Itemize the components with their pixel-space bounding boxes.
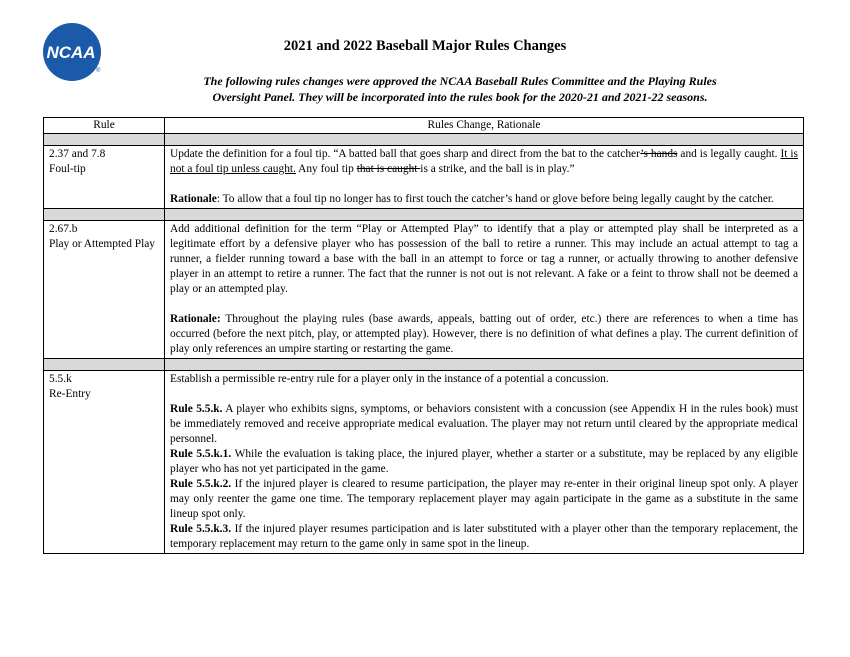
change-text: Establish a permissible re-entry rule for a player only in the instance of a potential a concussion. — [170, 373, 609, 385]
rule-item-label: Rule 5.5.k.1. — [170, 448, 232, 460]
table-row — [44, 221, 804, 359]
header-rule: Rule — [44, 118, 165, 134]
rule-cell — [44, 221, 165, 359]
rule-cell — [44, 371, 165, 554]
rule-item: Rule 5.5.k. A player who exhibits signs, symptoms, or behaviors consistent with a concussion (see Appendix H in the rules book) must be immediately removed and receive appropriate medical evaluation. The player may not return until cleared by the appropriate medical personnel. — [170, 403, 798, 445]
rationale-text: Rationale: To allow that a foul tip no longer has to first touch the catcher’s hand or glove before being legally caught by the catcher. — [170, 193, 774, 205]
table-row — [44, 371, 804, 554]
struck-text: that is caught — [356, 163, 421, 175]
table-header-row — [44, 118, 804, 134]
change-cell — [165, 146, 804, 209]
underlined-text: It is not a foul tip unless caught. — [170, 148, 798, 175]
rules-table — [43, 117, 804, 554]
rationale-label: Rationale — [170, 193, 217, 205]
rule-item-label: Rule 5.5.k.2. — [170, 478, 232, 490]
rule-item: Rule 5.5.k.3. If the injured player resumes participation and is later substituted with a player other than the temporary replacement, the temporary replacement may return to the game only in same spot in the lineup. — [170, 523, 798, 550]
ncaa-logo-mark: ® — [96, 68, 101, 74]
rule-number: 2.37 and 7.8 — [49, 148, 106, 160]
separator-row — [44, 134, 804, 146]
rule-item: Rule 5.5.k.2. If the injured player is cleared to resume participation, the player may re-enter in their original lineup spot only. A player may only reenter the game one time. The temporary replacement player may again participate in the game as a substitute in the same lineup spot only. — [170, 478, 798, 520]
change-cell — [165, 371, 804, 554]
rule-number: 5.5.k — [49, 373, 72, 385]
rule-number: 2.67.b — [49, 223, 78, 235]
document-title: 2021 and 2022 Baseball Major Rules Changes — [283, 38, 567, 54]
change-text: Update the definition for a foul tip. “A batted ball that goes sharp and direct from the bat to the catcher’s hands and is legally caught. It is not a foul tip unless caught. Any foul tip that is caught is a strike, and the ball is in play.” — [170, 148, 798, 175]
document-subtitle — [110, 73, 810, 105]
ncaa-logo-text: NCAA — [46, 43, 96, 62]
header-change: Rules Change, Rationale — [165, 118, 804, 134]
separator-row — [44, 209, 804, 221]
change-text: Add additional definition for the term “Play or Attempted Play” to identify that a play or attempted play shall be interpreted as a legitimate effort by a defensive player who has possession of the ball to retire a runner. This may include an actual attempt to tag a runner, a fielder running toward a base with the ball in an attempt to force or tag a runner, or actually throwing to another defensive player in an attempt to retire a runner. The fact that the runner is not out is not relevant. A fake or a feint to throw shall not be deemed a play or an attempted play. — [170, 223, 798, 295]
rule-name: Re-Entry — [49, 388, 91, 400]
rule-item: Rule 5.5.k.1. While the evaluation is taking place, the injured player, whether a starter or a substitute, may be replaced by any eligible player who has not yet participated in the game. — [170, 448, 798, 475]
rationale-text: Rationale: Throughout the playing rules (base awards, appeals, batting out of order, etc.) there are references to when a time has occurred (before the next pitch, play, or attempted play). However, there is no definition of what defines a play. The current definition of play only references an umpire starting or restarting the game. — [170, 313, 798, 355]
table-row — [44, 146, 804, 209]
separator-row — [44, 359, 804, 371]
subtitle-line-2: Oversight Panel. They will be incorporated into the rules book for the 2020-21 and 2021-22 seasons. — [212, 90, 708, 104]
rule-item-label: Rule 5.5.k. — [170, 403, 223, 415]
change-cell — [165, 221, 804, 359]
struck-text: ’s hands — [640, 148, 678, 160]
subtitle-line-1: The following rules changes were approved the NCAA Baseball Rules Committee and the Playing Rules — [203, 74, 717, 88]
rationale-label: Rationale: — [170, 313, 221, 325]
rule-name: Foul-tip — [49, 163, 86, 175]
rule-cell — [44, 146, 165, 209]
rule-name: Play or Attempted Play — [49, 238, 155, 250]
rule-item-label: Rule 5.5.k.3. — [170, 523, 232, 535]
